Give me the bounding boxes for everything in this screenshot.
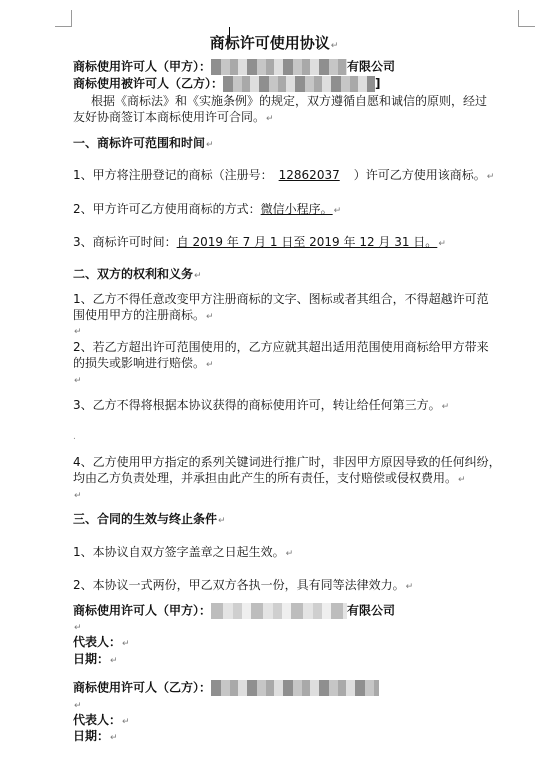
- redacted-party-b-name: [211, 680, 379, 696]
- rep-label-b: 代表人：↵: [73, 713, 130, 727]
- signature-party-b: 商标使用许可人（乙方）：: [73, 680, 379, 696]
- section2-item1-line2: 围使用甲方的注册商标。↵: [73, 308, 214, 322]
- signature-party-a: 商标使用许可人（甲方）： 有限公司: [73, 603, 396, 618]
- section2-item1-line1: 1、乙方不得任意改变甲方注册商标的文字、图标或者其组合，不得超越许可范: [73, 292, 489, 306]
- section1-item3: 3、商标许可时间：自 2019 年 7 月 1 日至 2019 年 12 月 31 日。↵: [73, 235, 446, 249]
- intro-paragraph-line1: 根据《商标法》和《实施条例》的规定，双方遵循自愿和诚信的原则，经过: [91, 94, 488, 108]
- rep-label-a: 代表人：↵: [73, 635, 130, 649]
- empty-paragraph: ↵: [74, 623, 82, 633]
- header-licensee: 商标使用被许可人（乙方）： ]: [73, 76, 381, 91]
- date-label-a: 日期：↵: [73, 652, 118, 666]
- date-label-b: 日期：↵: [73, 729, 118, 743]
- intro-paragraph-line2: 友好协商签订本商标使用许可合同。↵: [73, 110, 274, 124]
- section2-item2-line1: 2、若乙方超出许可范围使用的，乙方应就其超出适用范围使用商标给甲方带来: [73, 340, 489, 354]
- redacted-licensee-name: [223, 76, 375, 92]
- margin-corner-top-right: [518, 10, 535, 27]
- section2-heading: 二、双方的权利和义务↵: [73, 267, 202, 281]
- margin-corner-top-left: [55, 10, 72, 27]
- section3-item2: 2、本协议一式两份，甲乙双方各执一份，具有同等法律效力。↵: [73, 578, 414, 592]
- redacted-licensor-name: [211, 59, 347, 75]
- empty-paragraph: ↵: [74, 491, 82, 501]
- section2-item4-line2: 均由乙方负责处理，并承担由此产生的所有责任，支付赔偿或侵权费用。↵: [73, 471, 466, 485]
- document-title: 商标许可使用协议↵: [209, 34, 339, 52]
- section2-item2-line2: 的损失或影响进行赔偿。↵: [73, 356, 214, 370]
- empty-paragraph: ↵: [74, 327, 82, 337]
- header-licensor: 商标使用许可人（甲方）： 有限公司: [73, 59, 396, 74]
- empty-paragraph: ↵: [74, 701, 82, 711]
- registration-number: 12862037: [278, 168, 340, 182]
- section2-item4-line1: 4、乙方使用甲方指定的系列关键词进行推广时，非因甲方原因导致的任何纠纷，: [73, 455, 501, 469]
- empty-paragraph: ↵: [74, 376, 82, 386]
- redacted-party-a-name: [211, 603, 347, 619]
- section1-item2: 2、甲方许可乙方使用商标的方式：微信小程序。↵: [73, 202, 342, 216]
- section1-heading: 一、商标许可范围和时间↵: [73, 136, 214, 150]
- section2-item3: 3、乙方不得将根据本协议获得的商标使用许可，转让给任何第三方。↵: [73, 398, 450, 412]
- section3-heading: 三、合同的生效与终止条件↵: [73, 512, 226, 526]
- section3-item1: 1、本协议自双方签字盖章之日起生效。↵: [73, 545, 294, 559]
- section1-item1: 1、甲方将注册登记的商标（注册号： 12862037 ）许可乙方使用该商标。↵: [73, 168, 495, 182]
- empty-paragraph: .: [73, 432, 76, 442]
